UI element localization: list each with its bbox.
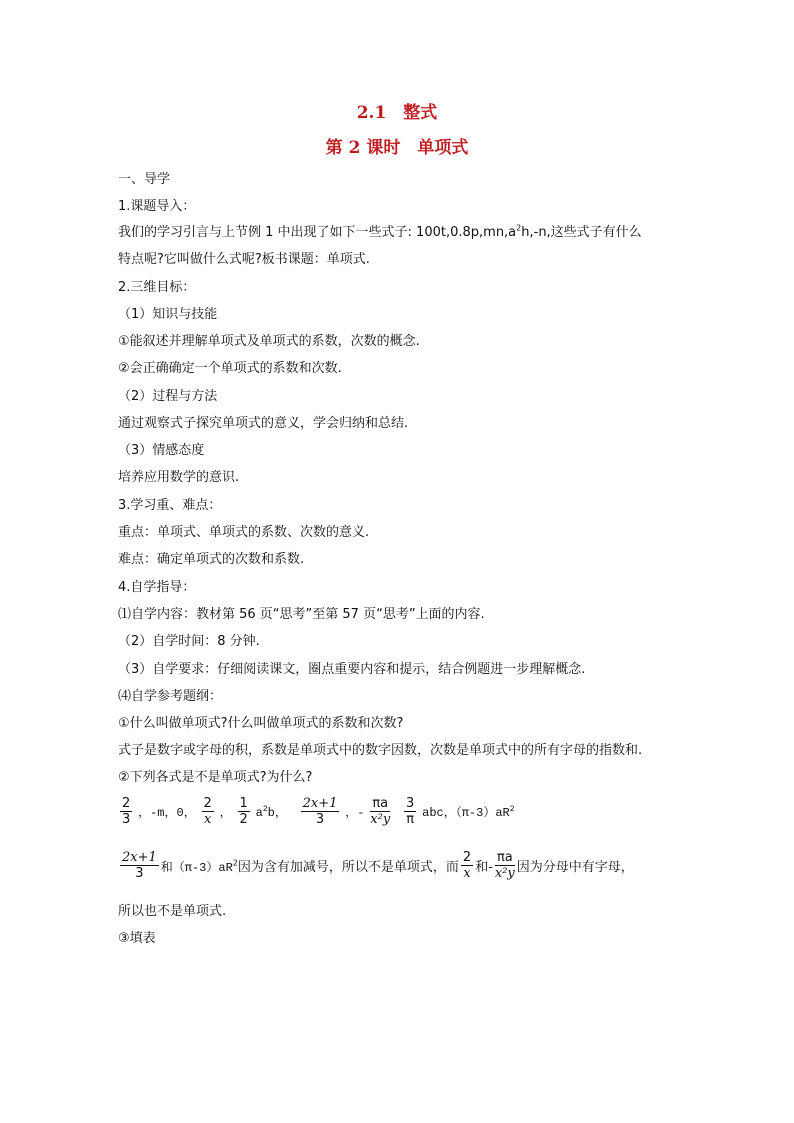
numerator: 2x+1 (122, 850, 157, 865)
item-heading: 3.学习重、难点： (118, 498, 222, 513)
paragraph-line: ①什么叫做单项式?什么叫做单项式的系数和次数? (118, 716, 404, 731)
sub-heading: （3）情感态度 (118, 443, 205, 458)
numerator: 2 (462, 850, 472, 865)
section-heading: 一、导学 (118, 172, 171, 187)
denominator: 3 (315, 812, 325, 827)
numerator: 1 (239, 796, 248, 811)
sub-heading: ⑷自学参考题纲： (118, 689, 223, 704)
fraction (120, 796, 132, 827)
paragraph-line: 式子是数字或字母的积，系数是单项式中的数字因数，次数是单项式中的所有字母的指数和. (118, 743, 643, 758)
text: ，-m，0， (138, 806, 196, 820)
paragraph-line: ⑴自学内容：教材第 56 页“思考”至第 57 页“思考”上面的内容. (118, 607, 485, 622)
numerator: πa (495, 850, 515, 866)
item-heading: 1.课题导入： (118, 199, 196, 214)
paragraph-line: ②会正确确定一个单项式的系数和次数. (118, 361, 342, 376)
numerator: 3 (406, 796, 415, 811)
exponent: 2 (509, 805, 515, 814)
text: 因为分母中有字母， (516, 860, 634, 875)
text: 我们的学习引言与上节例 1 中出现了如下一些式子: 100t,0.8p,mn,a (118, 225, 517, 240)
fraction (404, 796, 416, 827)
text: h,-n,这些式子有什么 (521, 225, 642, 240)
denominator: π (406, 812, 415, 827)
denominator: x (463, 866, 471, 881)
denominator: x (204, 812, 212, 827)
text (422, 806, 514, 820)
paragraph-line: 通过观察式子探究单项式的意义，学会归纳和总结. (118, 416, 409, 431)
paragraph-line: 重点：单项式、单项式的系数、次数的意义. (118, 525, 370, 540)
denominator: 3 (122, 812, 131, 827)
paragraph-line: 难点：确定单项式的次数和系数. (118, 552, 305, 567)
denominator: 3 (135, 866, 144, 881)
paragraph-line: （3）自学要求：仔细阅读课文，圈点重要内容和提示，结合例题进一步理解概念. (118, 662, 586, 677)
paragraph-line: （2）自学时间：8 分钟. (118, 634, 260, 649)
sub-heading: （2）过程与方法 (118, 389, 218, 404)
expression-list (118, 796, 515, 827)
denominator: x²y (494, 866, 515, 881)
exponent: 2 (516, 223, 522, 233)
text: a (255, 806, 263, 820)
fraction (202, 796, 214, 827)
paragraph-line: 所以也不是单项式. (118, 904, 227, 919)
numerator: 2x+1 (302, 796, 338, 811)
paragraph-line: 特点呢?它叫做什么式呢?板书课题：单项式. (118, 252, 370, 267)
paragraph-line (118, 224, 642, 242)
lesson-subtitle: 第 2 课时 单项式 (325, 138, 469, 158)
explanation-line (118, 850, 634, 881)
denominator: 2 (239, 812, 248, 827)
document-title: 2.1 整式 (356, 103, 438, 123)
text: 和- (475, 860, 493, 875)
text: ， (219, 806, 232, 820)
exponent: 2 (232, 858, 238, 868)
text (256, 806, 287, 820)
paragraph-line: ③填表 (118, 931, 156, 946)
text: 因为含有加减号，所以不是单项式，而 (237, 860, 459, 875)
text: ，- (345, 806, 365, 820)
denominator: x²y (370, 812, 391, 827)
fraction (301, 796, 340, 827)
fraction (370, 796, 390, 827)
paragraph-line: 培养应用数学的意识. (118, 470, 240, 485)
numerator: 2 (203, 796, 212, 811)
fraction (120, 850, 159, 881)
item-heading: 4.自学指导： (118, 580, 196, 595)
item-heading: 2.三维目标： (118, 280, 196, 295)
sub-heading: （1）知识与技能 (118, 307, 218, 322)
text (161, 860, 459, 875)
exponent: 2 (262, 805, 268, 814)
fraction (238, 796, 250, 827)
text: b， (267, 806, 287, 820)
numerator: 2 (122, 796, 131, 811)
fraction (495, 850, 515, 881)
text: 和（π-3）aR (160, 861, 233, 875)
fraction (461, 850, 473, 881)
paragraph-line: ①能叙述并理解单项式及单项式的系数，次数的概念. (118, 334, 420, 349)
paragraph-line: ②下列各式是不是单项式?为什么? (118, 770, 313, 785)
text: abc，（π-3）aR (422, 806, 510, 820)
numerator: πa (370, 796, 390, 812)
